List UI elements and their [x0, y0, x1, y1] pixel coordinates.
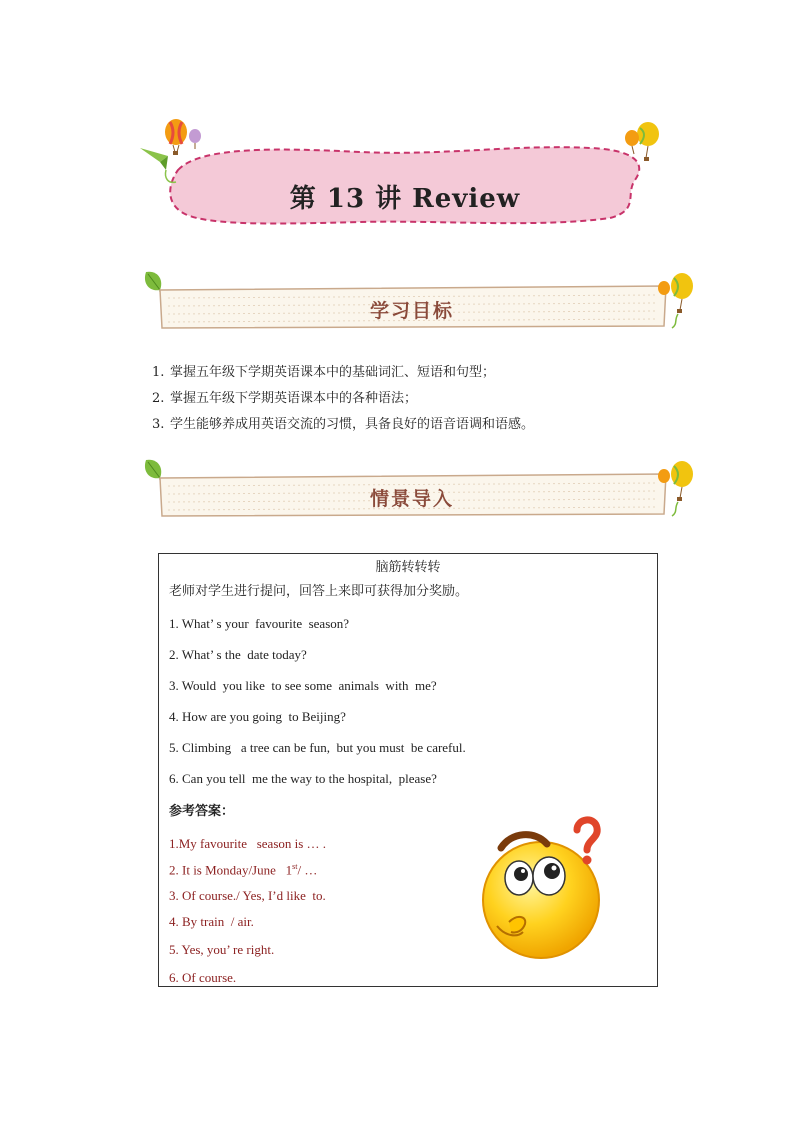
objectives-list — [152, 360, 772, 438]
question-item: 1. What’ s your favourite season? — [169, 616, 350, 631]
question-item: 2. What’ s the date today? — [169, 647, 307, 662]
list-item: 2. 掌握五年级下学期英语课本中的各种语法； — [152, 391, 418, 406]
answer-item: 3. Of course./ Yes, I’d like to. — [169, 888, 326, 903]
activity-box — [158, 553, 658, 987]
lesson-title: 第 13 讲 Review — [289, 183, 521, 214]
thinking-emoji-icon — [477, 804, 617, 964]
answer-item: 1.My favourite season is … . — [169, 836, 327, 851]
question-item: 3. Would you like to see some animals with me? — [169, 678, 437, 693]
answers-heading: 参考答案： — [169, 804, 235, 819]
answer-item: 6. Of course. — [169, 970, 237, 985]
answer-item: 4. By train / air. — [169, 914, 254, 929]
activity-title: 脑筋转转转 — [375, 560, 441, 575]
hot-air-balloon-icon — [625, 122, 659, 161]
question-item: 4. How are you going to Beijing? — [169, 709, 346, 724]
answer-item: 2. It is Monday/June 1st/ … — [169, 862, 318, 878]
section-heading-intro: 情景导入 — [369, 487, 454, 510]
list-item: 3. 学生能够养成用英语交流的习惯，具备良好的语音语调和语感。 — [152, 417, 535, 432]
hot-air-balloon-icon — [165, 119, 201, 155]
question-item: 6. Can you tell me the way to the hospital, please? — [169, 771, 437, 786]
activity-intro: 老师对学生进行提问，回答上来即可获得加分奖励。 — [169, 584, 469, 599]
list-item: 1. 掌握五年级下学期英语课本中的基础词汇、短语和句型； — [152, 365, 496, 380]
section-heading-objectives: 学习目标 — [369, 299, 454, 322]
answer-item: 5. Yes, you’ re right. — [169, 942, 275, 957]
question-item: 5. Climbing a tree can be fun, but you must be careful. — [169, 740, 466, 755]
